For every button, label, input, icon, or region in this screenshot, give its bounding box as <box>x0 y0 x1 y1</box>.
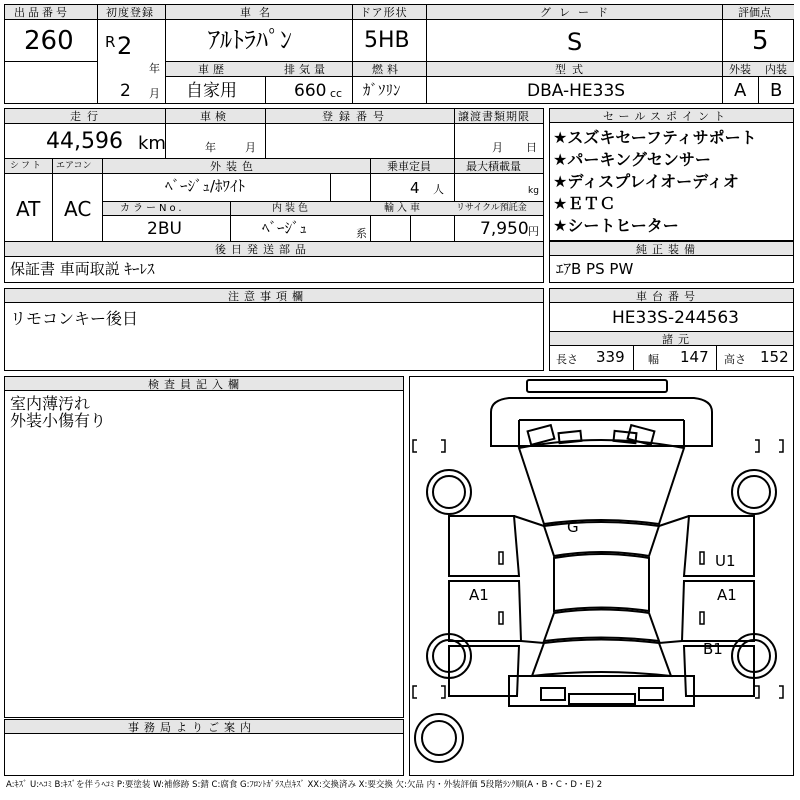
reg-year: 2 <box>117 32 133 60</box>
int-color-value: ﾍﾞｰｼﾞｭ <box>262 219 308 237</box>
recycle-label: リサイクル預託金 <box>456 203 527 213</box>
selling-points-label: セールスポイント <box>603 110 731 123</box>
after-parts-value: 保証書 車両取説 ｷｰﾚｽ <box>10 260 155 278</box>
capacity-value: 4 <box>410 179 420 197</box>
damage-mark-right-rear-door: U1 <box>715 552 736 570</box>
load-unit: kg <box>528 186 539 196</box>
inspection-year-unit: 年 <box>205 141 216 154</box>
door-type-label: ドア形状 <box>360 6 408 19</box>
mileage-label: 走行 <box>70 110 104 123</box>
reg-month: 2 <box>120 81 131 101</box>
color-no-value: 2BU <box>147 219 182 239</box>
after-parts-label: 後日発送部品 <box>215 243 311 256</box>
chassis-no-value: HE33S-244563 <box>612 308 739 328</box>
model-code: DBA-HE33S <box>527 81 626 101</box>
import-label: 輸入車 <box>384 203 423 214</box>
inspection-label: 車検 <box>200 110 230 123</box>
reg-no-label: 登録番号 <box>322 110 390 123</box>
int-color-unit: 系 <box>356 227 367 240</box>
selling-point-item: ★スズキセーフティサポート <box>553 128 757 147</box>
year-unit: 年 <box>149 62 160 75</box>
history-label: 車歴 <box>198 63 228 76</box>
max-load-label: 最大積載量 <box>466 160 521 173</box>
damage-mark-right-side: A1 <box>717 586 737 604</box>
car-diagram <box>409 376 794 776</box>
notes-label: 注意事項欄 <box>228 290 308 303</box>
mileage-value: 44,596 <box>46 129 123 154</box>
ext-color-label: 外装色 <box>210 160 258 173</box>
width-label: 幅 <box>648 353 659 366</box>
interior-label: 内装 <box>765 63 787 76</box>
transfer-day-unit: 日 <box>526 141 537 154</box>
genuine-equipment-label: 純正装備 <box>636 243 700 256</box>
color-no-label: カラーNo. <box>120 203 185 214</box>
grade-value: S <box>567 28 583 56</box>
aircon-value: AC <box>64 197 92 221</box>
height-value: 152 <box>760 348 789 366</box>
fuel-value: ｶﾞｿﾘﾝ <box>363 81 401 99</box>
notes-value: リモコンキー後日 <box>10 309 139 328</box>
damage-mark-right-rear-fender: B1 <box>703 640 723 658</box>
length-label: 長さ <box>556 353 578 366</box>
chassis-no-label: 車台番号 <box>636 290 700 303</box>
length-value: 339 <box>596 348 625 366</box>
selling-point-item: ★シートヒーター <box>553 216 679 235</box>
lot-no-label: 出品番号 <box>14 6 70 19</box>
int-color-label: 内装色 <box>272 203 311 214</box>
inspector-note-1: 室内薄汚れ <box>10 394 91 413</box>
mileage-unit: km <box>138 133 166 154</box>
legend-text: A:ｷｽﾞ U:ﾍｺﾐ B:ｷｽﾞを伴うﾍｺﾐ P:要塗装 W:補修跡 S:錆 C:腐食 G:ﾌﾛﾝﾄｶﾞﾗｽ点ｷｽﾞ XX:交換済み X:要交換 欠:欠品 内・外装評価 5段階ﾗﾝｸ順(A・B・C・D・E) 2 <box>6 780 603 790</box>
displacement-value: 660 <box>294 81 327 101</box>
recycle-unit: 円 <box>528 225 539 238</box>
shift-value: AT <box>16 197 41 221</box>
ext-color-value: ﾍﾞｰｼﾞｭ/ﾎﾜｲﾄ <box>165 177 246 195</box>
interior-grade: B <box>770 80 783 101</box>
selling-point-item: ★ＥＴＣ <box>553 194 616 213</box>
inspector-label: 検査員記入欄 <box>148 378 244 391</box>
selling-points-list <box>553 127 793 237</box>
transfer-month-unit: 月 <box>492 141 503 154</box>
genuine-equipment-value: ｴｱB PS PW <box>556 260 634 278</box>
aircon-label: エアコン <box>56 161 92 171</box>
score-value: 5 <box>752 26 769 56</box>
capacity-unit: 人 <box>433 183 444 196</box>
transfer-deadline-label: 譲渡書類期限 <box>458 110 530 123</box>
specs-label: 諸元 <box>662 333 694 346</box>
damage-mark-hood: G <box>567 518 579 536</box>
inspector-note-2: 外装小傷有り <box>10 411 107 430</box>
car-history: 自家用 <box>186 81 237 101</box>
score-label: 評価点 <box>738 6 771 19</box>
era-letter: R <box>105 33 116 51</box>
exterior-grade: A <box>734 80 747 101</box>
selling-point-item: ★ディスプレイオーディオ <box>553 172 739 191</box>
first-reg-label: 初度登録 <box>106 6 154 19</box>
width-value: 147 <box>680 348 709 366</box>
exterior-label: 外装 <box>729 63 751 76</box>
car-name-label: 車名 <box>240 6 278 19</box>
inspection-month-unit: 月 <box>245 141 256 154</box>
displacement-unit: cc <box>330 87 343 100</box>
grade-label: グレード <box>540 6 616 19</box>
office-label: 事務局よりご案内 <box>128 721 256 734</box>
shift-label: シフト <box>10 161 44 171</box>
fuel-label: 燃料 <box>372 63 402 76</box>
door-type: 5HB <box>364 28 410 53</box>
capacity-label: 乗車定員 <box>387 160 431 173</box>
selling-point-item: ★パーキングセンサー <box>553 150 711 169</box>
month-unit: 月 <box>149 87 160 100</box>
model-code-label: 型式 <box>555 63 589 76</box>
car-name: ｱﾙﾄﾗﾊﾟﾝ <box>208 26 292 54</box>
recycle-value: 7,950 <box>480 219 529 239</box>
displacement-label: 排気量 <box>284 63 329 76</box>
height-label: 高さ <box>724 353 746 366</box>
damage-mark-left-side: A1 <box>469 586 489 604</box>
lot-number: 260 <box>24 26 74 56</box>
